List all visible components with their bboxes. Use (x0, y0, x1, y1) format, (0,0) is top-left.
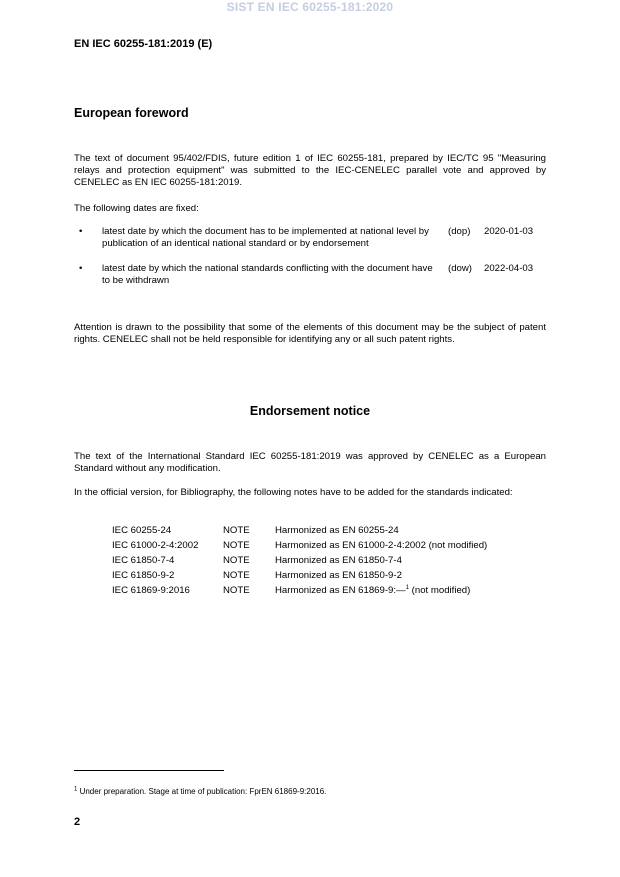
note-label: NOTE (223, 525, 250, 536)
standard-ref: IEC 61850-9-2 (112, 570, 175, 581)
date-value: 2020-01-03 (484, 226, 534, 237)
foreword-intro: The text of document 95/402/FDIS, future edition 1 of IEC 60255-181, prepared by IEC/TC 95 "Measuring relays and protection equipment" was submitted to the IEC-CENELEC parallel vote and approved by CENELEC as EN IEC 60255-181:2019. (74, 153, 546, 188)
watermark: SIST EN IEC 60255-181:2020 (226, 0, 394, 14)
note-label: NOTE (223, 540, 250, 551)
endorsement-title: Endorsement notice (249, 404, 371, 418)
note-text: Harmonized as EN 60255-24 (275, 525, 399, 536)
standard-ref: IEC 61000-2-4:2002 (112, 540, 199, 551)
patent-attention: Attention is drawn to the possibility that some of the elements of this document may be the subject of patent rights. CENELEC shall not be held responsible for identifying any or all such patent rights. (74, 322, 546, 345)
bullet: • (79, 226, 83, 237)
note-text: Harmonized as EN 61850-7-4 (275, 555, 402, 566)
date-description: latest date by which the national standards conflicting with the document have to be withdrawn (102, 263, 433, 286)
date-abbr: (dow) (448, 263, 472, 274)
note-label: NOTE (223, 585, 250, 596)
footnote-text: Under preparation. Stage at time of publication: FprEN 61869-9:2016. (77, 787, 327, 796)
footnote-mark: 1 (74, 786, 78, 793)
note-label: NOTE (223, 570, 250, 581)
dates-intro: The following dates are fixed: (74, 203, 199, 214)
standard-ref: IEC 60255-24 (112, 525, 172, 536)
document-id: EN IEC 60255-181:2019 (E) (74, 38, 213, 50)
footnote (74, 787, 326, 796)
date-value: 2022-04-03 (484, 263, 534, 274)
note-text: Harmonized as EN 61869-9:—$^1$ (not modified) (275, 584, 471, 596)
standard-ref: IEC 61869-9:2016 (112, 585, 190, 596)
footnote-divider (74, 770, 224, 771)
date-description: latest date by which the document has to be implemented at national level by publication of an identical national standard or by endorsement (102, 226, 429, 249)
standard-ref: IEC 61850-7-4 (112, 555, 175, 566)
date-abbr: (dop) (448, 226, 471, 237)
page-number: 2 (74, 816, 81, 828)
bullet: • (79, 263, 83, 274)
footnote-ref[interactable]: 1 (405, 584, 409, 591)
note-text: Harmonized as EN 61000-2-4:2002 (not modified) (275, 540, 488, 551)
bibliography-intro: In the official version, for Bibliography, the following notes have to be added for the standards indicated: (74, 487, 513, 498)
note-text: Harmonized as EN 61850-9-2 (275, 570, 402, 581)
note-label: NOTE (223, 555, 250, 566)
endorsement-text: The text of the International Standard IEC 60255-181:2019 was approved by CENELEC as a European Standard without any modification. (74, 451, 546, 474)
foreword-title: European foreword (74, 106, 189, 120)
